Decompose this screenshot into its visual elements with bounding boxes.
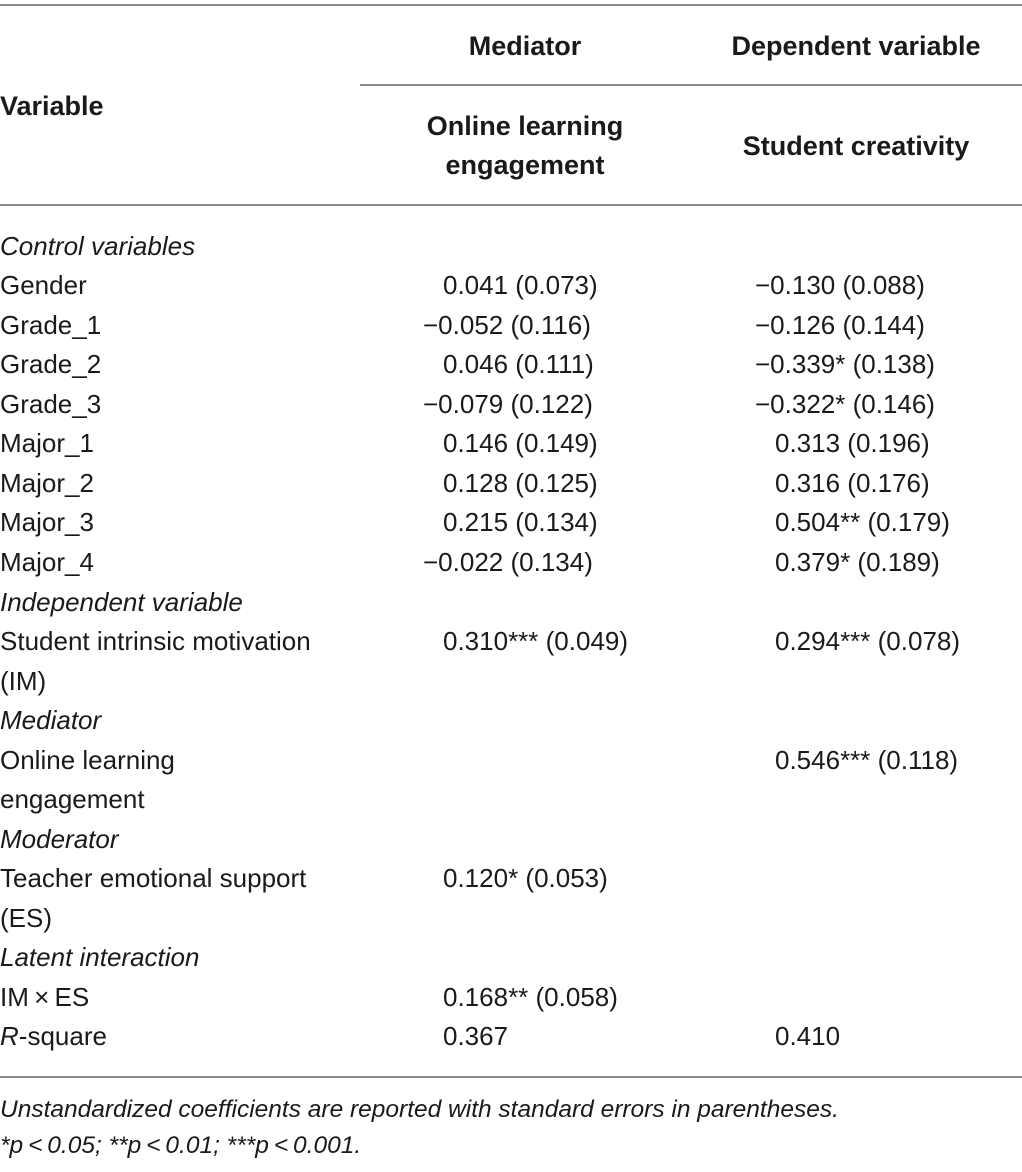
section-interaction: Latent interaction [0,942,200,972]
row-label: Grade_3 [0,389,102,419]
row-mediator-value: 0.128 (0.125) [443,468,598,498]
row-dependent-value: −0.322* (0.146) [755,389,935,419]
row-label [0,1016,107,1056]
row-dependent-value: 0.504** (0.179) [775,507,950,537]
row-label: Major_2 [0,468,94,498]
footnote-line2: *p < 0.05; **p < 0.01; ***p < 0.001. [0,1132,362,1159]
header-mediator-col-line2: engagement [445,150,605,180]
row-mediator-value: 0.041 (0.073) [443,270,598,300]
row-label-cont: (ES) [0,903,52,933]
row-mediator-value: 0.146 (0.149) [443,428,598,458]
row-mediator-value: 0.168** (0.058) [443,982,618,1012]
row-label: Student intrinsic motivation [0,626,311,656]
top-rule [0,4,1022,6]
row-label: IM × ES [0,982,90,1012]
row-label-cont: (IM) [0,666,47,696]
row-mediator-value: −0.022 (0.134) [423,547,593,577]
header-mid-rule [360,84,1022,86]
row-dependent-value: 0.410 [775,1021,841,1051]
row-label: Online learning [0,745,175,775]
header-mediator-col-line1: Online learning [426,111,624,141]
row-dependent-value: −0.130 (0.088) [755,270,925,300]
row-dependent-value: 0.379* (0.189) [775,547,940,577]
header-dependent-group: Dependent variable [731,31,981,61]
row-label: Major_1 [0,428,94,458]
footnote-line1: Unstandardized coefficients are reported with standard errors in parentheses. [0,1096,839,1123]
row-mediator-value: 0.046 (0.111) [443,349,594,379]
section-control: Control variables [0,231,196,261]
rsquare-r: R [0,1021,19,1051]
header-mediator-group: Mediator [468,31,582,61]
header-variable: Variable [0,91,104,121]
row-dependent-value: 0.316 (0.176) [775,468,930,498]
row-mediator-value: −0.079 (0.122) [423,389,593,419]
row-label: Gender [0,270,87,300]
row-mediator-value: 0.215 (0.134) [443,507,598,537]
row-mediator-value: 0.310*** (0.049) [443,626,629,656]
rsquare-rest: -square [18,1021,107,1051]
row-dependent-value: 0.546*** (0.118) [775,745,959,775]
row-label: Grade_2 [0,349,102,379]
row-label: Major_4 [0,547,94,577]
row-label: Teacher emotional support [0,863,307,893]
row-mediator-value: −0.052 (0.116) [423,310,591,340]
header-bottom-rule [0,204,1022,206]
bottom-rule [0,1076,1022,1078]
row-label: Grade_1 [0,310,102,340]
row-dependent-value: −0.339* (0.138) [755,349,935,379]
row-dependent-value: −0.126 (0.144) [755,310,925,340]
row-mediator-value: 0.120* (0.053) [443,863,608,893]
section-mediator: Mediator [0,705,102,735]
header-dependent-col: Student creativity [742,131,970,161]
row-mediator-value: 0.367 [443,1021,509,1051]
section-independent: Independent variable [0,587,243,617]
row-dependent-value: 0.294*** (0.078) [775,626,961,656]
row-label: Major_3 [0,507,94,537]
row-label-cont: engagement [0,784,145,814]
section-moderator: Moderator [0,824,119,854]
row-dependent-value: 0.313 (0.196) [775,428,930,458]
